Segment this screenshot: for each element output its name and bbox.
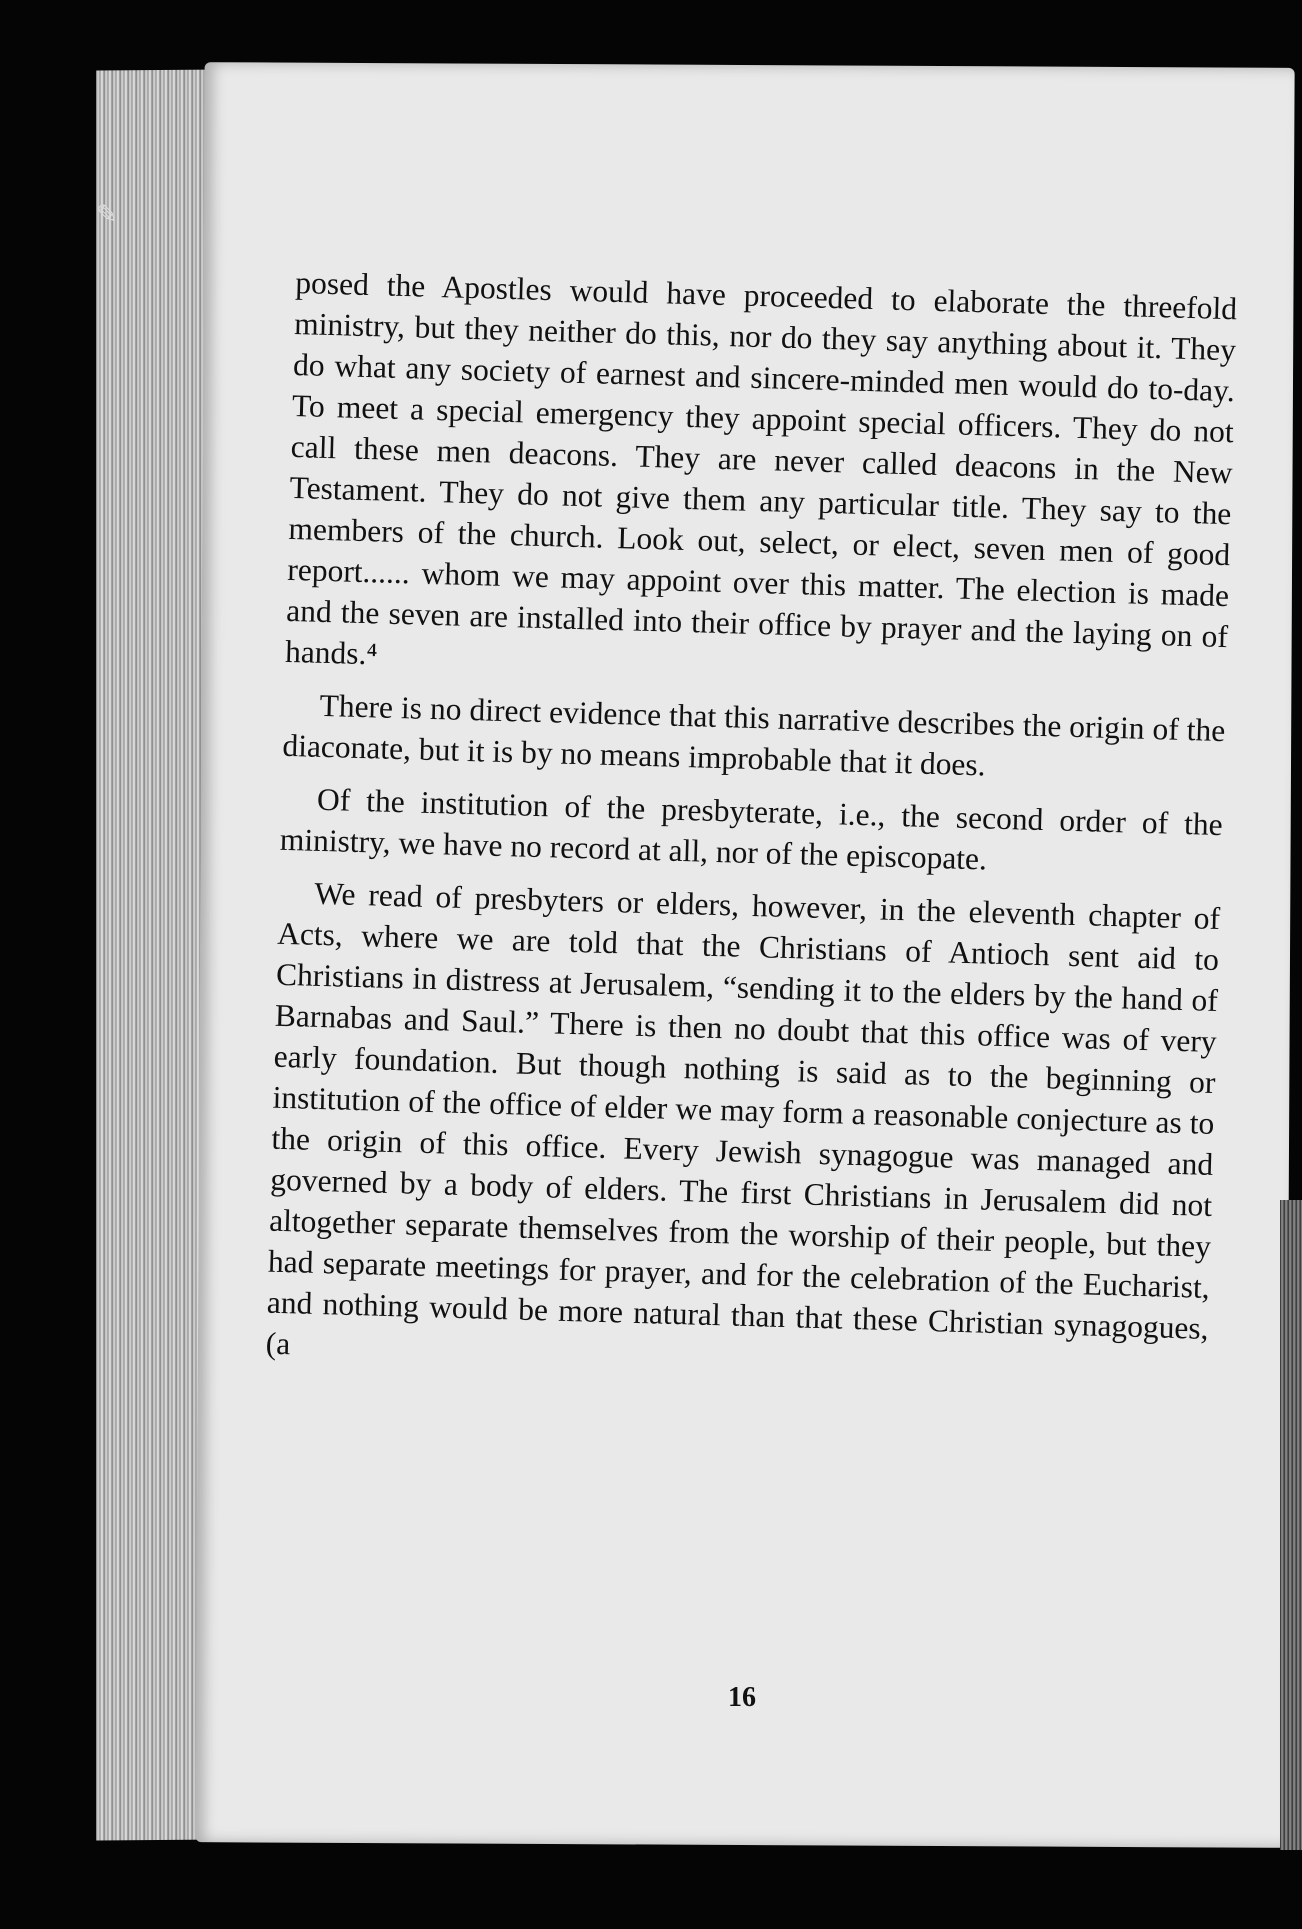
paragraph-2: There is no direct evidence that this narrative describes the origin of the diaconate, but it is by no means improbable that it does. xyxy=(282,687,1226,783)
body-text xyxy=(265,262,1237,1390)
paragraph-3: Of the institution of the presbyterate, i.e., the second order of the ministry, we have no record at all, nor of the episcopate. xyxy=(279,781,1224,877)
corner-mark: ✎ xyxy=(96,200,118,230)
page-number: 16 xyxy=(728,1682,756,1713)
paragraph-1: posed the Apostles would have proceeded to elaborate the threefold ministry, but they neither do this, nor do they say anything about it. They do what any society of earnest and sincere-minded men would do to-day. To meet a special emergency they appoint special officers. They do not call these men deacons. They are never called deacons in the New Testament. They do not give them any particular title. They say to the members of the church. Look out, select, or elect, seven men of good report...... whom we may appoint over this matter. The election is made and the seven are installed into their office by prayer and the laying on of hands.⁴ xyxy=(284,264,1238,672)
paragraph-4: We read of presbyters or elders, however, in the eleventh chapter of Acts, where we are told that the Christians of Antioch sent aid to Christians in distress at Jerusalem, “sending it to the elders by the hand of Barnabas and Saul.” There is then no doubt that this office was of very early foundation. But though nothing is said as to the beginning or institution of the office of elder we may form a reasonable conjecture as to the origin of this office. Every Jewish synagogue was managed and governed by a body of elders. The first Christians in Jerusalem did not altogether separate themselves from the worship of their people, but they had separate meetings for prayer, and for the celebration of the Eucharist, and nothing would be more natural than that these Christian synagogues, (a xyxy=(265,875,1221,1362)
book-right-edge xyxy=(1280,1200,1302,1850)
